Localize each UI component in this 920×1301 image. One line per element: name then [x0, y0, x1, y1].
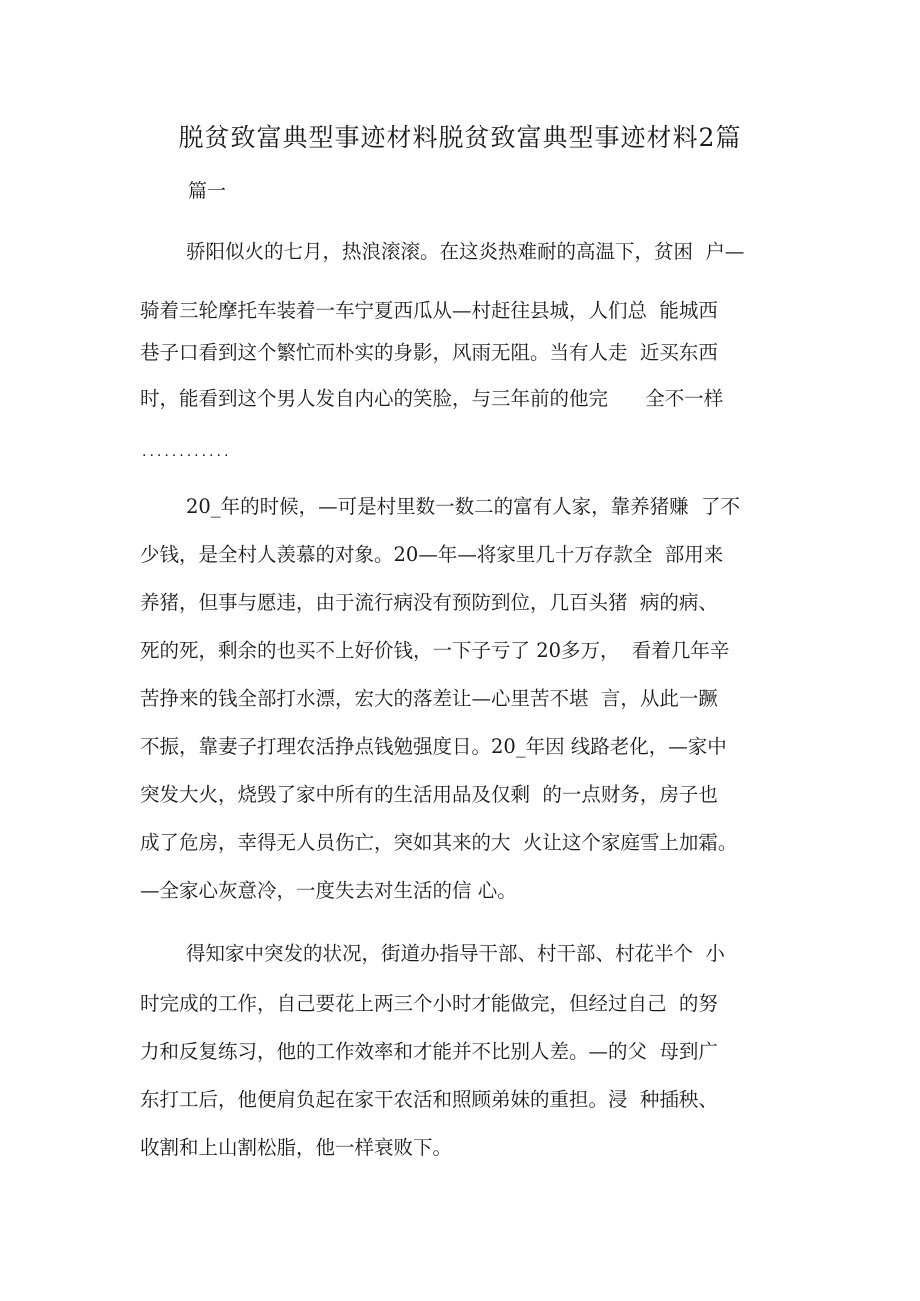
paragraph-1-line-1: 骄阳似火的七月，热浪滚滚。在这炎热难耐的高温下，贫困 户— [186, 240, 745, 263]
paragraph-2-line-5: 苦挣来的钱全部打水漂，宏大的落差让—心里苦不堪 言，从此一蹶 [140, 687, 718, 710]
document-title: 脱贫致富典型事迹材料脱贫致富典型事迹材料2篇 [178, 123, 742, 152]
paragraph-2-line-2: 少钱，是全村人羡慕的对象。20—年—将家里几十万存款全 部用来 [140, 543, 724, 566]
paragraph-2-line-3: 养猪，但事与愿违，由于流行病没有预防到位，几百头猪 病的病、 [140, 591, 718, 614]
paragraph-3-line-4: 东打工后，他便肩负起在家干农活和照顾弟妹的重担。浸 种插秧、 [140, 1088, 718, 1111]
paragraph-3-line-1: 得知家中突发的状况，街道办指导干部、村干部、村花半个 小 [186, 942, 725, 965]
paragraph-2-line-1: 20_年的时候，—可是村里数一数二的富有人家，靠养猪赚 了不 [186, 495, 740, 518]
paragraph-3-line-3: 力和反复练习，他的工作效率和才能并不比别人差。—的父 母到广 [140, 1040, 718, 1063]
paragraph-2-line-9: —全家心灰意冷，一度失去对生活的信 心。 [140, 879, 517, 902]
paragraph-2-line-8: 成了危房，幸得无人员伤亡，突如其来的大 火让这个家庭雪上加霜。 [140, 831, 738, 854]
section-label: 篇一 [188, 180, 227, 202]
paragraph-3-line-2: 时完成的工作，自己要花上两三个小时才能做完，但经过自己 的努 [140, 992, 718, 1015]
paragraph-1-line-3: 巷子口看到这个繁忙而朴实的身影，风雨无阻。当有人走 近买东西 [140, 341, 718, 364]
paragraph-3-line-5: 收割和上山割松脂，他一样衰败下。 [140, 1136, 453, 1159]
paragraph-2-line-4: 死的死，剩余的也买不上好价钱，一下子亏了 20多万， 看着几年辛 [140, 639, 730, 662]
paragraph-2-line-7: 突发大火，烧毁了家中所有的生活用品及仅剩 的一点财务，房子也 [140, 783, 718, 806]
paragraph-2-line-6: 不振，靠妻子打理农活挣点钱勉强度日。20_年因 线路老化，—家中 [140, 735, 727, 758]
paragraph-1-line-4: 时，能看到这个男人发自内心的笑脸，与三年前的他完 全不一样 [140, 387, 724, 410]
paragraph-1-line-2: 骑着三轮摩托车装着一车宁夏西瓜从—村赶往县城，人们总 能城西 [140, 299, 718, 322]
ellipsis: ............ [142, 444, 232, 460]
